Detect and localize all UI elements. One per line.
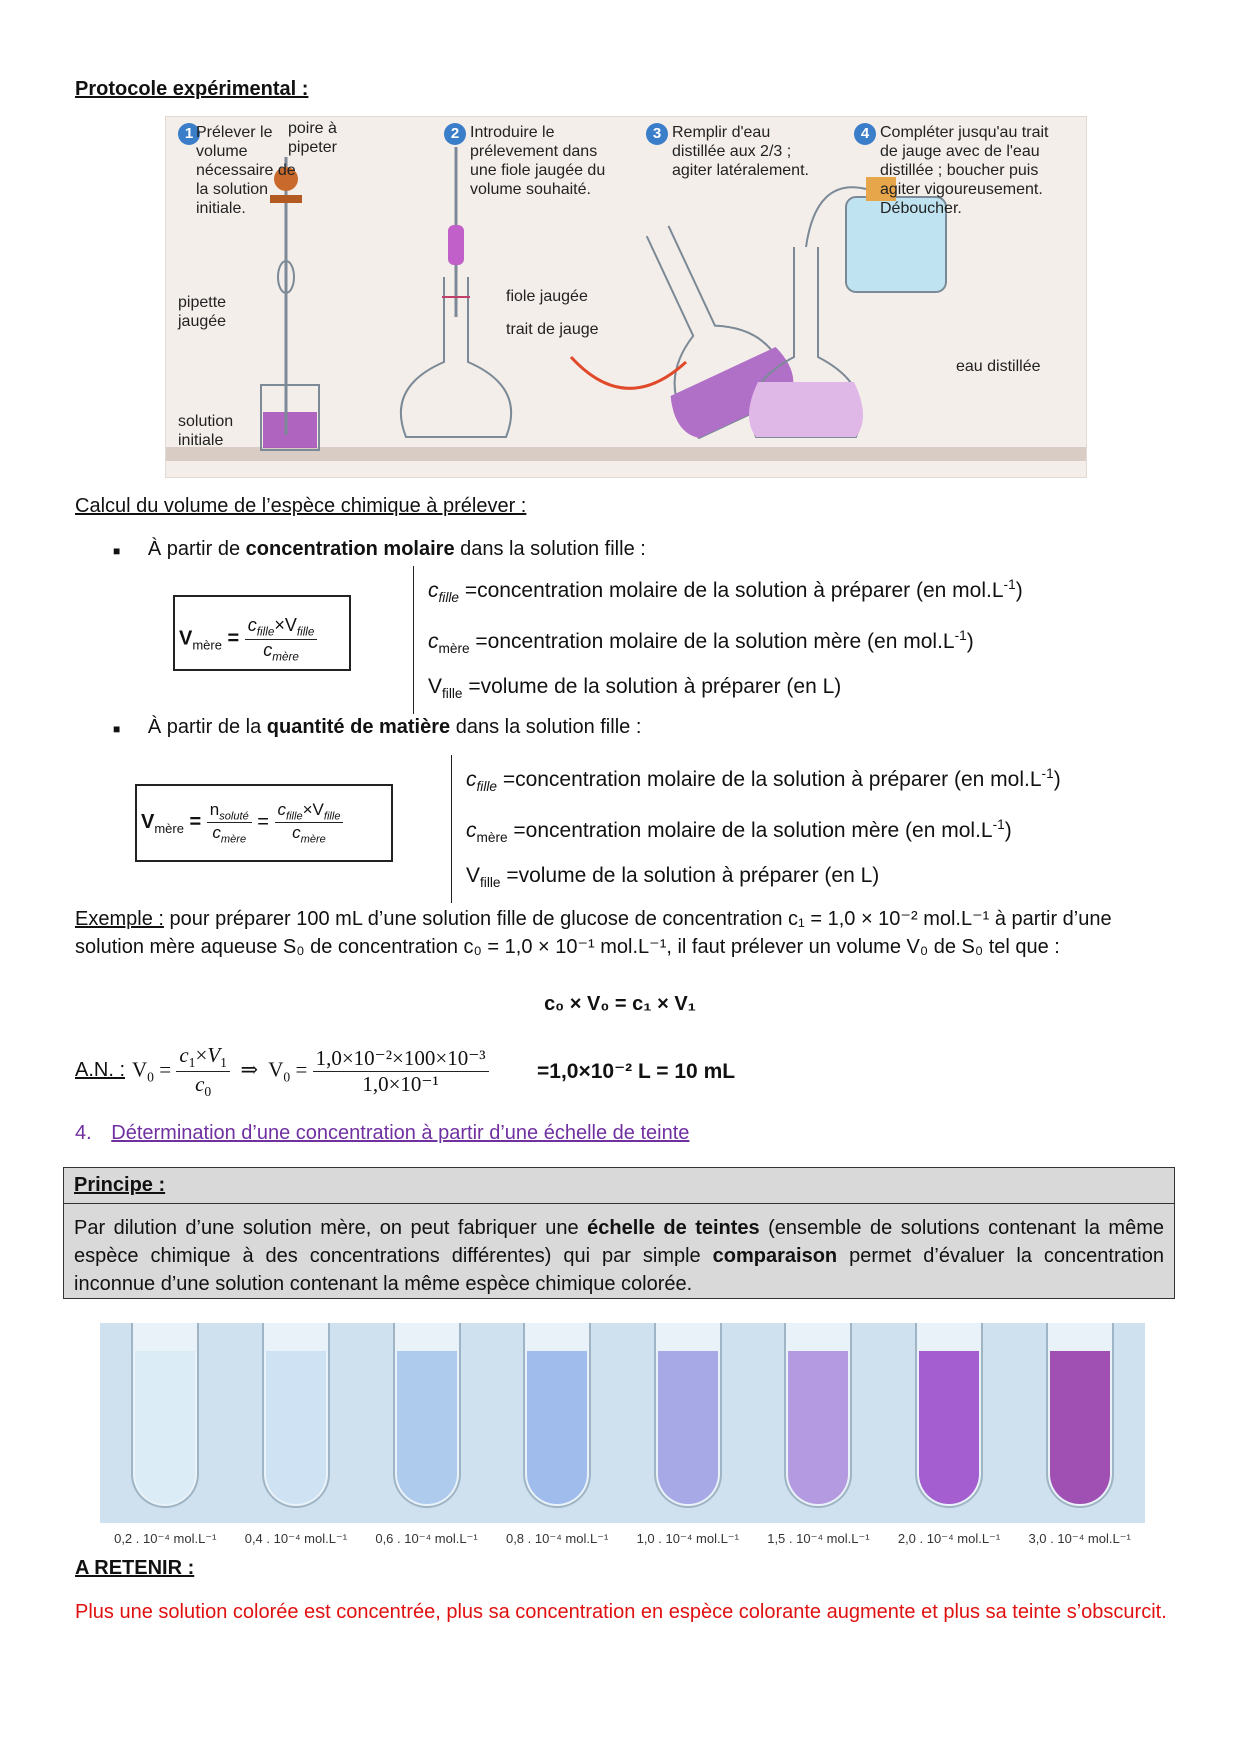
def-vol-text: =volume de la solution à préparer (en L)	[506, 864, 880, 888]
numeric-application	[75, 1035, 975, 1105]
step-1-text: Prélever le volume nécessaire de la solution initiale.	[196, 124, 296, 217]
principe-bold-1: échelle de teintes	[587, 1217, 760, 1239]
def-mere: $c_{mère}$ =oncentration molaire de la solution mère (en $mol.L^{-1}$)	[466, 817, 1012, 846]
test-tube	[523, 1323, 591, 1508]
example-paragraph	[75, 905, 1175, 961]
tube-label: 1,5 . 10⁻⁴ mol.L⁻¹	[767, 1531, 870, 1546]
def-fille-text: =concentration molaire de la solution à préparer (en mol.L	[502, 768, 1042, 791]
tube-solution	[135, 1351, 195, 1504]
def-vol: $V_{fille}$ =volume de la solution à préparer (en L)	[466, 864, 880, 891]
section-4-heading	[75, 1122, 689, 1145]
principe-title: Principe :	[74, 1174, 166, 1196]
label-pipette: pipette jaugée	[178, 294, 227, 330]
step-1-number: 1	[178, 123, 200, 145]
tube-solution	[1050, 1351, 1110, 1504]
label-solution-initiale: solution initiale	[178, 413, 234, 449]
principe-text	[64, 1204, 1174, 1308]
protocol-heading: Protocole expérimental :	[75, 78, 309, 100]
bullet-square-icon: ■	[113, 544, 121, 558]
principe-text-1: Par dilution d’une solution mère, on peut fabriquer une	[74, 1217, 588, 1239]
def-vol-text: =volume de la solution à préparer (en L)	[468, 675, 842, 699]
an-denominator: 1,0×10⁻¹	[362, 1072, 439, 1097]
step-3-number: 3	[646, 123, 668, 145]
def-fille-text: =concentration molaire de la solution à préparer (en mol.L	[464, 579, 1004, 602]
step-3-text: Remplir d'eau distillée aux 2/3 ; agiter latéralement.	[672, 124, 809, 179]
formula-box-2	[135, 784, 393, 862]
step-4	[854, 123, 1054, 217]
def-fille: $c_{fille}$ =concentration molaire de la solution à préparer (en $mol.L^{-1}$)	[466, 766, 1061, 795]
tubes-row	[100, 1323, 1145, 1563]
tube-label: 0,6 . 10⁻⁴ mol.L⁻¹	[375, 1531, 478, 1546]
principe-box	[63, 1167, 1175, 1299]
definitions-2	[451, 755, 1146, 903]
bullet-2-pre: À partir de la	[147, 716, 267, 738]
tube-solution	[266, 1351, 326, 1504]
calc-heading: Calcul du volume de l’espèce chimique à prélever :	[75, 495, 527, 517]
an-formula-1: $V_0$ = $\frac{c_1\times V_1}{c_0}$ ⇒ $V_0$ = $\frac{\text{1,0×10⁻²×100×10⁻³}}{\text{1,0×10⁻¹}}$	[132, 1043, 489, 1100]
label-eau: eau distillée	[956, 358, 1041, 375]
def-mere-text: =oncentration molaire de la solution mère (en mol.L	[513, 819, 993, 843]
tube-label: 1,0 . 10⁻⁴ mol.L⁻¹	[636, 1531, 740, 1546]
label-poire: poire à pipeter	[288, 120, 337, 156]
label-fiole: fiole jaugée	[506, 288, 588, 305]
step-2-text: Introduire le prélevement dans une fiole jaugée du volume souhaité.	[470, 124, 606, 198]
example-line-2: solution mère aqueuse S₀ de concentration c₀ = 1,0 × 10⁻¹ mol.L⁻¹, il faut prélever un volume V₀ de S₀ tel que :	[75, 936, 1060, 958]
tube-solution	[658, 1351, 718, 1504]
test-tube	[654, 1323, 722, 1508]
bullet-1-post: dans la solution fille :	[454, 538, 646, 560]
formula-box-1	[173, 595, 351, 671]
def-mere: $c_{mère}$ =oncentration molaire de la solution mère (en $mol.L^{-1}$)	[428, 628, 974, 657]
bullet-square-icon: ■	[113, 722, 121, 736]
section-4-number: 4.	[75, 1122, 92, 1144]
retenir-heading: A RETENIR :	[75, 1557, 195, 1579]
tube-label: 0,2 . 10⁻⁴ mol.L⁻¹	[114, 1531, 217, 1546]
test-tube	[262, 1323, 330, 1508]
principe-bold-2: comparaison	[712, 1245, 838, 1267]
test-tube	[915, 1323, 983, 1508]
label-trait: trait de jauge	[506, 321, 599, 338]
bullet-2-bold: quantité de matière	[266, 716, 451, 738]
def-fille: $c_{fille}$ =concentration molaire de la solution à préparer (en $mol.L^{-1}$)	[428, 577, 1023, 606]
principe-text-3: permet d’évaluer la concentration inconnue d’une solution contenant la même espèce chimique colorée.	[74, 1245, 1164, 1295]
step-2	[444, 123, 614, 198]
bullet-1	[113, 538, 646, 561]
tube-label: 0,4 . 10⁻⁴ mol.L⁻¹	[244, 1531, 348, 1546]
formula-1: $V_{mère}$ = $\frac{c_{fille}\times V_{fille}}{c_{mère}}$	[179, 615, 317, 663]
an-label: A.N. :	[75, 1059, 126, 1081]
bullet-1-bold: concentration molaire	[245, 538, 455, 560]
tube-solution	[788, 1351, 848, 1504]
an-result: =1,0×10⁻² L = 10 mL	[537, 1060, 736, 1083]
tube-label: 0,8 . 10⁻⁴ mol.L⁻¹	[505, 1531, 609, 1546]
example-line-1: pour préparer 100 mL d’une solution fille de glucose de concentration c₁ = 1,0 × 10⁻² mol.L⁻¹ à partir d’une	[163, 908, 1112, 930]
tube-label: 3,0 . 10⁻⁴ mol.L⁻¹	[1028, 1531, 1131, 1546]
bullet-1-pre: À partir de	[147, 538, 246, 560]
test-tube	[784, 1323, 852, 1508]
bullet-2	[113, 716, 641, 739]
formula-2: $V_{mère}$ = $\frac{n_{soluté}}{c_{mère}}$ = $\frac{c_{fille}\times V_{fille}}{c_{mère}}$	[141, 800, 343, 846]
bullet-2-post: dans la solution fille :	[450, 716, 642, 738]
step-3	[646, 123, 816, 179]
test-tube	[393, 1323, 461, 1508]
retenir-text: Plus une solution colorée est concentrée, plus sa concentration en espèce colorante augmente et plus sa teinte s’obscurcit.	[75, 1601, 1167, 1623]
step-4-text: Compléter jusqu'au trait de jauge avec de l'eau distillée ; boucher puis agiter vigoureusement. Déboucher.	[880, 124, 1049, 217]
example-label: Exemple :	[75, 908, 164, 930]
tube-solution	[919, 1351, 979, 1504]
tube-solution	[527, 1351, 587, 1504]
tube-label: 2,0 . 10⁻⁴ mol.L⁻¹	[897, 1531, 1001, 1546]
protocol-figure	[165, 116, 1087, 478]
tube-solution	[397, 1351, 457, 1504]
step-4-number: 4	[854, 123, 876, 145]
test-tube	[1046, 1323, 1114, 1508]
def-vol: $V_{fille}$ =volume de la solution à préparer (en L)	[428, 675, 842, 702]
def-mere-text: =oncentration molaire de la solution mère (en mol.L	[475, 630, 955, 654]
step-2-number: 2	[444, 123, 466, 145]
step-1	[178, 123, 298, 217]
test-tube	[131, 1323, 199, 1508]
definitions-1	[413, 566, 1108, 714]
example-relation: c₀ × V₀ = c₁ × V₁	[544, 993, 696, 1015]
an-numerator: 1,0×10⁻²×100×10⁻³	[313, 1046, 489, 1072]
principe-text-2: (ensemble de solutions contenant la même espèce chimique à des concentrations différentes) qui par simple	[74, 1217, 1164, 1267]
section-4-title: Détermination d’une concentration à partir d’une échelle de teinte	[111, 1122, 690, 1144]
